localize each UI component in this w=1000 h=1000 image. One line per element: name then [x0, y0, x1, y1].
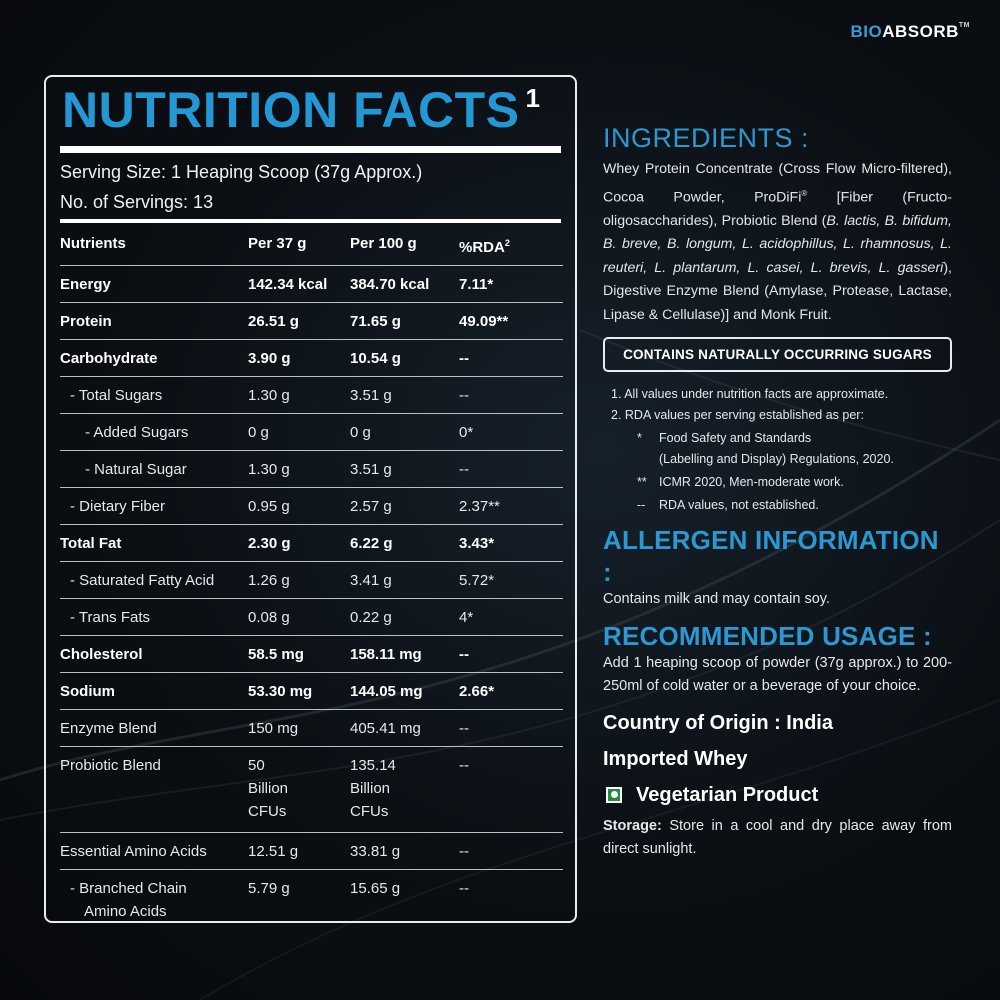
- row-name: Carbohydrate: [60, 340, 248, 377]
- vegetarian-label: Vegetarian Product: [603, 777, 952, 813]
- row-rda: 4*: [459, 599, 563, 636]
- table-row: [60, 377, 563, 414]
- nutrition-table: [60, 225, 563, 929]
- row-per-100g: 405.41 mg: [350, 710, 459, 747]
- row-per-100g: 15.65 g: [350, 880, 401, 897]
- row-per-100g: 144.05 mg: [350, 673, 459, 710]
- row-name: Protein: [60, 303, 248, 340]
- row-per-100g: 10.54 g: [350, 340, 459, 377]
- row-name: Essential Amino Acids: [60, 833, 248, 870]
- brand-logo: BIOABSORB™: [850, 22, 970, 41]
- row-per-37g: 0.95 g: [248, 488, 350, 525]
- row-name: Total Fat: [60, 525, 248, 562]
- table-row: [60, 833, 563, 870]
- row-per-37g: 26.51 g: [248, 303, 350, 340]
- row-rda: --: [459, 747, 563, 833]
- row-name: - Saturated Fatty Acid: [60, 562, 248, 599]
- ingredients-text: Whey Protein Concentrate (Cross Flow Micro-filtered), Cocoa Powder, ProDiFi® [Fiber (Fructo-oligosaccharides), Probiotic Blend (B. lactis, B. bifidum, B. breve, B. longum, L. acidophillus, L. rhamnosus, L. reuteri, L. plantarum, L. casei, L. brevis, L. gasseri), Digestive Enzyme Blend (Amylase, Protease, Lactase, Lipase & Cellulase)] and Monk Fruit.: [603, 161, 953, 323]
- row-per-100g: 3.41 g: [350, 562, 459, 599]
- table-row: [60, 266, 563, 303]
- row-rda: 2.37**: [459, 488, 563, 525]
- row-per-100g: 0.22 g: [350, 599, 459, 636]
- row-per-100g: 33.81 g: [350, 833, 459, 870]
- divider-thick: [60, 146, 561, 153]
- row-per-100g: 384.70 kcal: [350, 266, 459, 303]
- row-rda: --: [459, 451, 563, 488]
- row-per-37g: 1.30 g: [248, 377, 350, 414]
- row-rda: --: [459, 340, 563, 377]
- row-per-37g: 150 mg: [248, 710, 350, 747]
- usage-text: Add 1 heaping scoop of powder (37g approx.) to 200-250ml of cold water or a beverage of your choice.: [603, 654, 952, 695]
- serving-size: Serving Size: 1 Heaping Scoop (37g Approx.): [60, 162, 423, 182]
- table-row: [60, 599, 563, 636]
- footnote-double-star: ** ICMR 2020, Men-moderate work.: [637, 475, 844, 490]
- row-rda: 3.43*: [459, 525, 563, 562]
- row-per-100g: 71.65 g: [350, 303, 459, 340]
- table-row: [60, 303, 563, 340]
- row-name: - Trans Fats: [60, 599, 248, 636]
- table-header-row: [60, 225, 563, 266]
- ingredients-heading: INGREDIENTS :: [603, 123, 810, 153]
- row-name: - Natural Sugar: [60, 451, 248, 488]
- row-per-37g: 12.51 g: [248, 833, 350, 870]
- row-per-100g: 3.51 g: [350, 377, 459, 414]
- row-name: Sodium: [60, 673, 248, 710]
- veg-symbol-icon: [606, 787, 622, 803]
- row-per-37g: 0 g: [248, 414, 350, 451]
- header-per-100g: Per 100 g: [350, 225, 459, 266]
- table-row: [60, 525, 563, 562]
- row-name: - Total Sugars: [60, 377, 248, 414]
- row-per-37g: 3.90 g: [248, 340, 350, 377]
- row-name: Probiotic Blend: [60, 747, 248, 833]
- usage-heading: RECOMMENDED USAGE :: [603, 620, 932, 651]
- row-per-100g: 3.51 g: [350, 451, 459, 488]
- table-row: [60, 488, 563, 525]
- row-rda: --: [459, 636, 563, 673]
- table-row: [60, 870, 563, 930]
- table-row: [60, 673, 563, 710]
- table-row: [60, 747, 563, 833]
- nutrition-facts-title: NUTRITION FACTS $^1$: [62, 82, 541, 138]
- footnote-1: 1. All values under nutrition facts are approximate.: [611, 387, 889, 402]
- allergen-text: Contains milk and may contain soy.: [603, 591, 831, 608]
- row-per-37g: 1.26 g: [248, 562, 350, 599]
- header-nutrients: Nutrients: [60, 225, 248, 266]
- row-rda: --: [459, 377, 563, 414]
- row-rda: 49.09**: [459, 303, 563, 340]
- row-per-100g: 6.22 g: [350, 525, 459, 562]
- row-name: - Added Sugars: [60, 414, 248, 451]
- divider-medium: [60, 219, 561, 223]
- imported-whey: Imported Whey: [603, 747, 748, 770]
- row-name: Cholesterol: [60, 636, 248, 673]
- row-per-100g: 2.57 g: [350, 488, 459, 525]
- footnote-2: 2. RDA values per serving established as per:: [611, 408, 864, 423]
- row-per-37g: 0.08 g: [248, 599, 350, 636]
- footnotes: [603, 384, 952, 516]
- sugar-notice-box: CONTAINS NATURALLY OCCURRING SUGARS: [603, 337, 952, 372]
- row-per-100g: 158.11 mg: [350, 636, 459, 673]
- country-of-origin: Country of Origin : India: [603, 711, 833, 734]
- row-name: - Dietary Fiber: [60, 488, 248, 525]
- table-row: [60, 340, 563, 377]
- row-name: Energy: [60, 266, 248, 303]
- row-rda: --: [459, 833, 563, 870]
- row-rda: 7.11*: [459, 266, 563, 303]
- row-rda: 2.66*: [459, 673, 563, 710]
- row-rda: 5.72*: [459, 562, 563, 599]
- row-rda: --: [459, 880, 469, 897]
- serving-info: [60, 157, 422, 217]
- row-per-37g: 5.79 g: [248, 880, 290, 897]
- table-row: [60, 710, 563, 747]
- row-per-37g: 58.5 mg: [248, 636, 350, 673]
- row-per-37g: 50 Billion CFUs: [248, 747, 350, 833]
- storage-text: Storage: Store in a cool and dry place away from direct sunlight.: [603, 817, 952, 858]
- header-rda: %RDA$^2$: [459, 225, 563, 266]
- table-row: [60, 636, 563, 673]
- header-per-37g: Per 37 g: [248, 225, 350, 266]
- row-per-100g: 135.14 Billion CFUs: [350, 747, 459, 833]
- footnote-star: * Food Safety and Standards (Labelling and Display) Regulations, 2020.: [637, 431, 894, 467]
- row-per-37g: 2.30 g: [248, 525, 350, 562]
- table-row: [60, 451, 563, 488]
- row-per-37g: 53.30 mg: [248, 673, 350, 710]
- row-rda: --: [459, 710, 563, 747]
- nutrition-facts-panel: [44, 75, 577, 923]
- allergen-heading: ALLERGEN INFORMATION :: [603, 525, 939, 588]
- row-rda: 0*: [459, 414, 563, 451]
- footnote-dash: -- RDA values, not established.: [637, 498, 819, 513]
- table-row: [60, 414, 563, 451]
- info-column: [603, 122, 952, 862]
- servings-count: No. of Servings: 13: [60, 192, 214, 212]
- row-per-37g: 1.30 g: [248, 451, 350, 488]
- row-per-100g: 0 g: [350, 414, 459, 451]
- row-name: - Branched Chain Amino Acids: [70, 880, 187, 920]
- row-name: Enzyme Blend: [60, 710, 248, 747]
- row-per-37g: 142.34 kcal: [248, 266, 350, 303]
- table-row: [60, 562, 563, 599]
